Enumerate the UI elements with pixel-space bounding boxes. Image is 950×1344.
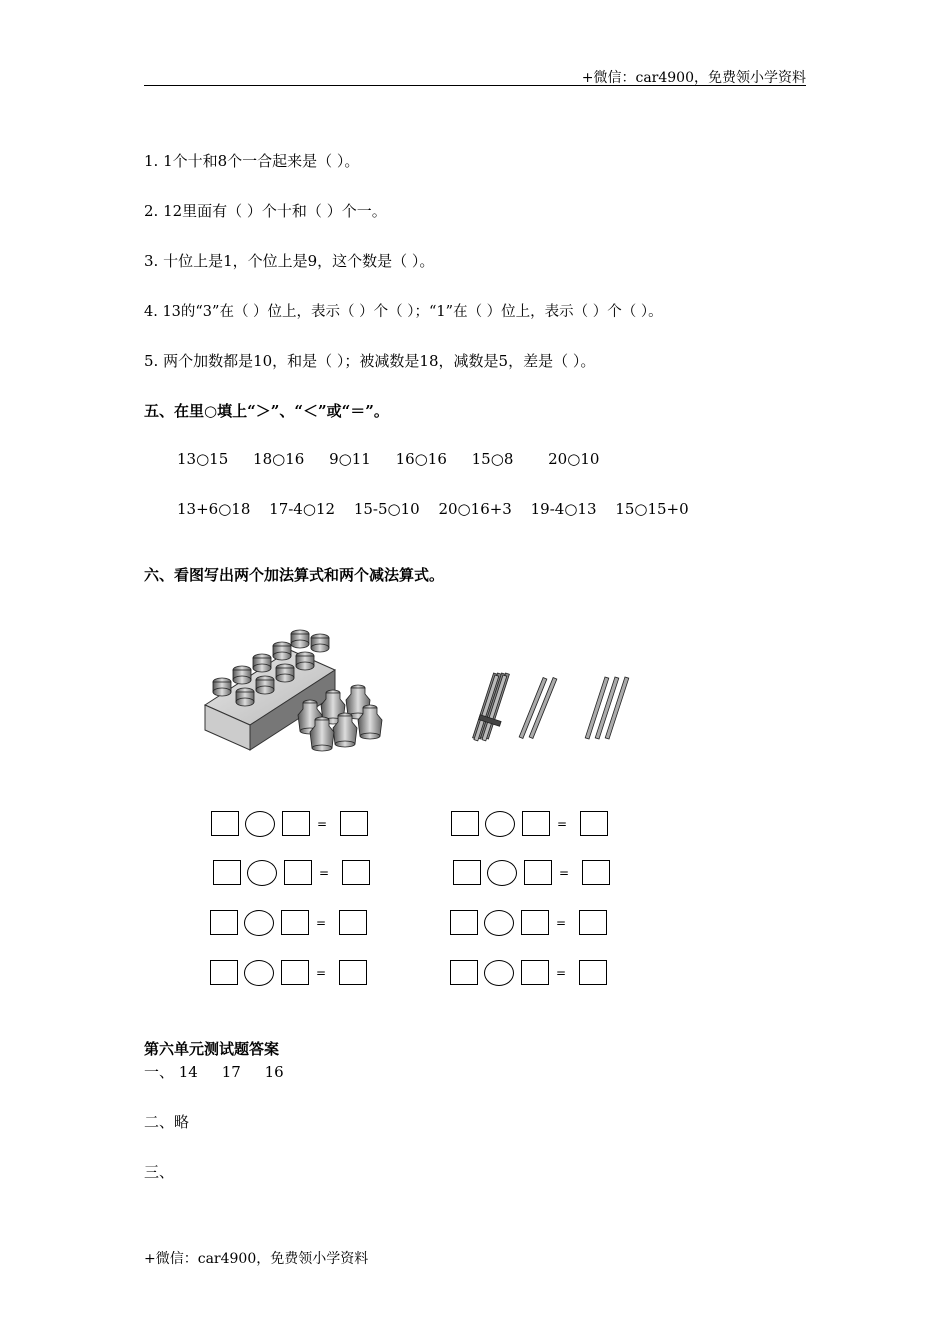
question-2: 2. 12里面有（ ）个十和（ ）个一。: [144, 202, 387, 220]
question-1: 1. 1个十和8个一合起来是（ ）。: [144, 152, 360, 170]
answer-box[interactable]: [451, 811, 479, 836]
compare-item: 18○16: [253, 450, 305, 468]
answer-box[interactable]: [524, 860, 552, 885]
question-5: 5. 两个加数都是10，和是（ ）；被减数是18，减数是5，差是（ ）。: [144, 352, 596, 370]
operator-circle[interactable]: [484, 910, 514, 936]
compare-item: 20○16+3: [438, 500, 512, 518]
counting-sticks-illustration: [465, 670, 635, 750]
answer-box[interactable]: [281, 960, 309, 985]
page-header: +微信：car4900，免费领小学资料: [581, 70, 806, 86]
equals-sign: =: [556, 916, 567, 930]
answer-box[interactable]: [522, 811, 550, 836]
compare-item: 15-5○10: [353, 500, 420, 518]
answers-title: 第六单元测试题答案: [144, 1040, 280, 1058]
compare-item: 17-4○12: [269, 500, 336, 518]
section-6-title: 六、看图写出两个加法算式和两个减法算式。: [144, 566, 445, 584]
operator-circle[interactable]: [244, 910, 274, 936]
equals-sign: =: [317, 817, 328, 831]
question-4: 4. 13的“3”在（ ）位上，表示（ ）个（ ）；“1”在（ ）位上，表示（ ）个（ ）。: [144, 304, 663, 320]
compare-item: 13○15: [177, 450, 229, 468]
answer-box[interactable]: [340, 811, 368, 836]
answer-box[interactable]: [582, 860, 610, 885]
answer-box[interactable]: [210, 960, 238, 985]
answer-box[interactable]: [579, 910, 607, 935]
answer-box[interactable]: [284, 860, 312, 885]
equals-sign: =: [316, 966, 327, 980]
compare-row-1: [177, 450, 619, 468]
answer-box[interactable]: [580, 811, 608, 836]
compare-item: 13+6○18: [177, 500, 251, 518]
compare-item: 9○11: [329, 450, 371, 468]
answer-line-1: 一、 14 17 16: [144, 1063, 284, 1081]
equals-sign: =: [556, 966, 567, 980]
building-block-illustration: [200, 620, 390, 760]
answer-box[interactable]: [213, 860, 241, 885]
answer-box[interactable]: [450, 960, 478, 985]
question-3: 3. 十位上是1，个位上是9，这个数是（ ）。: [144, 252, 435, 270]
answer-box[interactable]: [450, 910, 478, 935]
page-footer: +微信：car4900，免费领小学资料: [144, 1251, 369, 1267]
equals-sign: =: [559, 866, 570, 880]
equals-sign: =: [316, 916, 327, 930]
section-5-title: 五、在里○填上“＞”、“＜”或“＝”。: [144, 402, 389, 420]
operator-circle[interactable]: [484, 960, 514, 986]
compare-item: 15○8: [471, 450, 514, 468]
answer-box[interactable]: [342, 860, 370, 885]
operator-circle[interactable]: [487, 860, 517, 886]
compare-item: 15○15+0: [615, 500, 689, 518]
answer-box[interactable]: [339, 910, 367, 935]
answer-box[interactable]: [210, 910, 238, 935]
answer-box[interactable]: [521, 910, 549, 935]
answer-box[interactable]: [579, 960, 607, 985]
answer-box[interactable]: [282, 811, 310, 836]
equals-sign: =: [557, 817, 568, 831]
operator-circle[interactable]: [244, 960, 274, 986]
compare-item: 20○10: [548, 450, 600, 468]
header-rule: [144, 85, 806, 86]
answer-box[interactable]: [339, 960, 367, 985]
answer-box[interactable]: [281, 910, 309, 935]
equals-sign: =: [319, 866, 330, 880]
compare-item: 19-4○13: [530, 500, 597, 518]
answer-box[interactable]: [211, 811, 239, 836]
compare-row-2: [177, 500, 709, 518]
operator-circle[interactable]: [247, 860, 277, 886]
operator-circle[interactable]: [485, 811, 515, 837]
answer-box[interactable]: [521, 960, 549, 985]
compare-item: 16○16: [395, 450, 447, 468]
operator-circle[interactable]: [245, 811, 275, 837]
answer-line-2: 二、略: [144, 1113, 190, 1131]
answer-box[interactable]: [453, 860, 481, 885]
answer-line-3: 三、: [144, 1163, 175, 1181]
